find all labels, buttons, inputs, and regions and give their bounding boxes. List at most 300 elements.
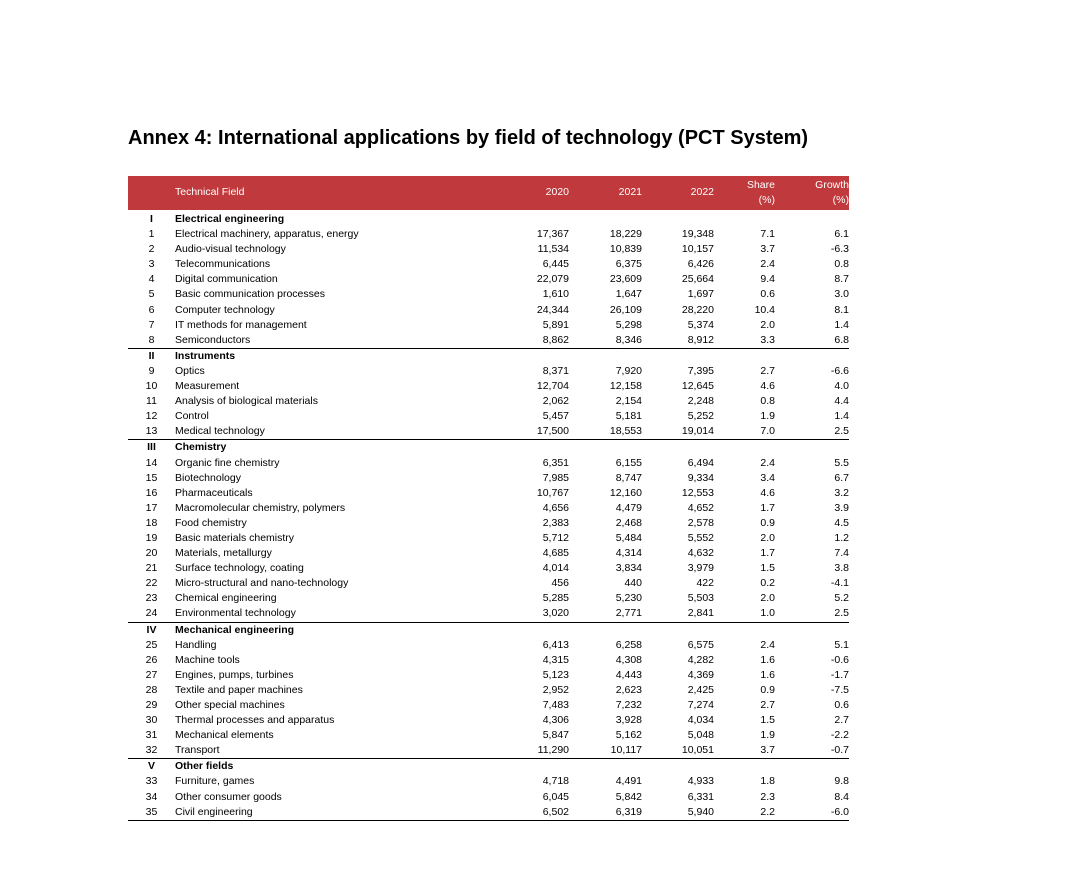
cell-growth: 3.9 bbox=[834, 501, 849, 514]
table-row bbox=[128, 576, 849, 591]
cell-share: 0.2 bbox=[760, 577, 775, 590]
section-header-row bbox=[128, 210, 849, 227]
table-row bbox=[128, 774, 849, 789]
row-number: 25 bbox=[145, 638, 158, 651]
cell-share: 2.4 bbox=[760, 456, 775, 469]
cell-y2020: 24,344 bbox=[536, 303, 569, 316]
row-number: 27 bbox=[145, 668, 158, 681]
cell-y2021: 23,609 bbox=[609, 273, 642, 286]
cell-y2022: 12,553 bbox=[681, 486, 714, 499]
cell-y2020: 2,952 bbox=[542, 683, 569, 696]
page-title: Annex 4: International applications by field of technology (PCT System) bbox=[128, 127, 809, 149]
row-number: 9 bbox=[148, 364, 155, 377]
row-field-name: Organic fine chemistry bbox=[175, 456, 280, 469]
row-number: 28 bbox=[145, 683, 158, 696]
table-row bbox=[128, 546, 849, 561]
header-2020: 2020 bbox=[545, 186, 569, 199]
table-row bbox=[128, 561, 849, 576]
table-row bbox=[128, 471, 849, 486]
section-numeral: I bbox=[150, 213, 153, 225]
cell-growth: 1.4 bbox=[834, 318, 849, 331]
cell-y2022: 10,157 bbox=[681, 243, 714, 256]
section-header-row bbox=[128, 759, 849, 775]
row-field-name: IT methods for management bbox=[175, 318, 307, 331]
table-row bbox=[128, 501, 849, 516]
table-row bbox=[128, 227, 849, 242]
cell-y2022: 422 bbox=[696, 577, 714, 590]
cell-share: 0.9 bbox=[760, 516, 775, 529]
cell-growth: 8.7 bbox=[834, 273, 849, 286]
cell-y2021: 440 bbox=[624, 577, 642, 590]
cell-y2020: 6,045 bbox=[542, 790, 569, 803]
cell-y2022: 6,426 bbox=[687, 258, 714, 271]
cell-growth: 0.8 bbox=[834, 258, 849, 271]
row-field-name: Mechanical elements bbox=[175, 729, 274, 742]
row-number: 35 bbox=[128, 805, 175, 821]
row-field-name: Telecommunications bbox=[175, 258, 271, 271]
cell-y2021: 7,920 bbox=[615, 364, 642, 377]
cell-y2021: 2,771 bbox=[569, 606, 642, 622]
cell-y2022: 4,282 bbox=[687, 653, 714, 666]
row-field-name: Machine tools bbox=[175, 653, 240, 666]
row-number: 32 bbox=[128, 743, 175, 759]
cell-y2022: 7,274 bbox=[687, 699, 714, 711]
cell-y2021: 12,160 bbox=[609, 486, 642, 499]
cell-y2022: 5,374 bbox=[687, 318, 714, 331]
row-number: 14 bbox=[145, 456, 158, 469]
cell-growth: 3.8 bbox=[834, 562, 849, 575]
table-row bbox=[128, 516, 849, 531]
table-body bbox=[128, 210, 849, 820]
cell-growth: -4.1 bbox=[830, 577, 849, 590]
cell-y2021: 5,162 bbox=[615, 729, 642, 742]
cell-y2020: 456 bbox=[551, 577, 569, 590]
cell-share: 1.9 bbox=[760, 729, 775, 742]
table-row bbox=[128, 653, 849, 668]
cell-y2021: 8,747 bbox=[615, 471, 642, 484]
row-field-name: Other special machines bbox=[175, 699, 285, 711]
row-field-name: Analysis of biological materials bbox=[175, 395, 318, 408]
cell-growth: -6.3 bbox=[830, 243, 849, 256]
cell-share: 3.3 bbox=[714, 333, 775, 349]
cell-share: 7.1 bbox=[760, 228, 775, 241]
header-technical-field: Technical Field bbox=[175, 186, 245, 199]
table-row bbox=[128, 409, 849, 424]
row-field-name: Furniture, games bbox=[175, 775, 255, 788]
cell-y2020: 8,862 bbox=[475, 333, 569, 349]
cell-share: 1.0 bbox=[714, 606, 775, 622]
table-row bbox=[128, 486, 849, 501]
cell-growth: -6.6 bbox=[830, 364, 849, 377]
cell-y2020: 5,891 bbox=[542, 318, 569, 331]
row-number: 10 bbox=[145, 380, 158, 393]
cell-share: 2.2 bbox=[714, 805, 775, 821]
table-row bbox=[128, 698, 849, 713]
technology-table bbox=[128, 176, 849, 821]
table-row bbox=[128, 728, 849, 743]
cell-y2021: 3,928 bbox=[615, 714, 642, 727]
section-header-row bbox=[128, 440, 849, 456]
cell-y2020: 4,315 bbox=[542, 653, 569, 666]
row-number: 18 bbox=[145, 516, 158, 529]
table-row bbox=[128, 394, 849, 409]
row-number: 24 bbox=[128, 606, 175, 622]
cell-share: 1.9 bbox=[760, 410, 775, 423]
cell-y2021: 1,647 bbox=[615, 288, 642, 301]
cell-share: 1.7 bbox=[760, 501, 775, 514]
cell-y2021: 6,155 bbox=[615, 456, 642, 469]
cell-growth: -6.0 bbox=[775, 805, 849, 821]
row-number: 30 bbox=[145, 714, 158, 727]
cell-share: 2.0 bbox=[760, 592, 775, 605]
section-name: Electrical engineering bbox=[175, 213, 285, 225]
cell-growth: -1.7 bbox=[830, 668, 849, 681]
header-share: Share (%) bbox=[746, 178, 775, 206]
cell-y2022: 12,645 bbox=[681, 380, 714, 393]
row-number: 3 bbox=[148, 258, 155, 271]
cell-y2020: 7,985 bbox=[542, 471, 569, 484]
cell-y2022: 5,048 bbox=[687, 729, 714, 742]
cell-y2020: 17,367 bbox=[536, 228, 569, 241]
cell-share: 2.4 bbox=[760, 638, 775, 651]
cell-y2021: 18,553 bbox=[569, 424, 642, 440]
row-number: 12 bbox=[145, 410, 158, 423]
cell-y2021: 6,375 bbox=[615, 258, 642, 271]
section-header-row bbox=[128, 348, 849, 364]
cell-y2021: 4,314 bbox=[615, 547, 642, 560]
cell-y2022: 4,632 bbox=[687, 547, 714, 560]
cell-y2021: 12,158 bbox=[609, 380, 642, 393]
cell-y2021: 5,181 bbox=[615, 410, 642, 423]
cell-y2022: 4,652 bbox=[687, 501, 714, 514]
section-name: Mechanical engineering bbox=[175, 623, 295, 636]
cell-growth: 3.0 bbox=[834, 288, 849, 301]
cell-y2020: 5,285 bbox=[542, 592, 569, 605]
cell-y2021: 4,491 bbox=[615, 775, 642, 788]
table-row bbox=[128, 303, 849, 318]
row-number: 13 bbox=[128, 424, 175, 440]
header-growth: Growth (%) bbox=[815, 178, 849, 206]
header-2021: 2021 bbox=[618, 186, 642, 199]
cell-share: 0.9 bbox=[760, 683, 775, 696]
table-row bbox=[128, 424, 849, 440]
cell-share: 0.8 bbox=[760, 395, 775, 408]
cell-share: 1.7 bbox=[760, 547, 775, 560]
cell-y2020: 17,500 bbox=[475, 424, 569, 440]
row-number: 15 bbox=[145, 471, 158, 484]
row-field-name: Engines, pumps, turbines bbox=[175, 668, 294, 681]
cell-y2021: 5,230 bbox=[615, 592, 642, 605]
cell-y2021: 3,834 bbox=[615, 562, 642, 575]
cell-y2021: 6,319 bbox=[569, 805, 642, 821]
header-2022: 2022 bbox=[690, 186, 714, 199]
cell-y2021: 2,154 bbox=[615, 395, 642, 408]
section-header-row bbox=[128, 622, 849, 638]
cell-share: 1.5 bbox=[760, 714, 775, 727]
row-number: 11 bbox=[146, 395, 157, 408]
cell-y2021: 2,468 bbox=[615, 516, 642, 529]
cell-growth: 4.5 bbox=[834, 516, 849, 529]
cell-y2022: 7,395 bbox=[687, 364, 714, 377]
table-row bbox=[128, 805, 849, 821]
row-field-name: Computer technology bbox=[175, 303, 275, 316]
cell-share: 1.5 bbox=[760, 562, 775, 575]
cell-growth: 8.1 bbox=[834, 303, 849, 316]
row-field-name: Measurement bbox=[175, 380, 240, 393]
table-row bbox=[128, 318, 849, 333]
row-field-name: Environmental technology bbox=[175, 606, 475, 622]
cell-y2022: 2,578 bbox=[687, 516, 714, 529]
table-row bbox=[128, 591, 849, 606]
table-row bbox=[128, 379, 849, 394]
cell-y2020: 5,712 bbox=[542, 531, 569, 544]
cell-y2020: 3,020 bbox=[475, 606, 569, 622]
table-row bbox=[128, 333, 849, 349]
cell-growth: 4.0 bbox=[834, 380, 849, 393]
cell-y2022: 9,334 bbox=[687, 471, 714, 484]
section-numeral: III bbox=[147, 441, 156, 454]
cell-y2021: 2,623 bbox=[615, 683, 642, 696]
cell-share: 2.0 bbox=[760, 318, 775, 331]
cell-y2022: 4,034 bbox=[687, 714, 714, 727]
cell-y2020: 11,534 bbox=[537, 243, 569, 256]
cell-y2020: 6,445 bbox=[542, 258, 569, 271]
cell-y2022: 1,697 bbox=[687, 288, 714, 301]
cell-growth: 6.7 bbox=[834, 471, 849, 484]
row-field-name: Digital communication bbox=[175, 273, 278, 286]
cell-y2021: 4,479 bbox=[615, 501, 642, 514]
cell-y2022: 4,369 bbox=[687, 668, 714, 681]
row-number: 26 bbox=[145, 653, 158, 666]
section-name: Instruments bbox=[175, 349, 236, 362]
row-field-name: Optics bbox=[175, 364, 205, 377]
row-number: 34 bbox=[145, 790, 158, 803]
cell-y2022: 28,220 bbox=[681, 303, 714, 316]
cell-share: 3.4 bbox=[760, 471, 775, 484]
cell-share: 2.3 bbox=[760, 790, 775, 803]
section-numeral: II bbox=[148, 349, 155, 362]
cell-growth: 9.8 bbox=[834, 775, 849, 788]
cell-y2020: 4,718 bbox=[542, 775, 569, 788]
cell-share: 10.4 bbox=[754, 303, 775, 316]
row-field-name: Electrical machinery, apparatus, energy bbox=[175, 228, 359, 241]
table-row bbox=[128, 257, 849, 272]
cell-share: 1.6 bbox=[760, 668, 775, 681]
row-number: 23 bbox=[145, 592, 158, 605]
cell-growth: 5.2 bbox=[834, 592, 849, 605]
cell-growth: 0.6 bbox=[834, 699, 849, 711]
table-row bbox=[128, 683, 849, 698]
cell-y2021: 5,842 bbox=[615, 790, 642, 803]
cell-share: 2.7 bbox=[760, 364, 775, 377]
row-field-name: Micro-structural and nano-technology bbox=[175, 577, 349, 590]
table-row bbox=[128, 531, 849, 546]
cell-y2022: 4,933 bbox=[687, 775, 714, 788]
cell-share: 4.6 bbox=[760, 486, 775, 499]
cell-y2022: 25,664 bbox=[681, 273, 714, 286]
cell-y2020: 11,290 bbox=[475, 743, 569, 759]
cell-growth: 2.5 bbox=[775, 606, 849, 622]
cell-y2022: 6,575 bbox=[687, 638, 714, 651]
cell-growth: 5.5 bbox=[834, 456, 849, 469]
cell-y2021: 10,839 bbox=[609, 243, 642, 256]
table-row bbox=[128, 606, 849, 622]
cell-y2020: 7,483 bbox=[542, 699, 569, 711]
cell-growth: 1.4 bbox=[834, 410, 849, 423]
cell-y2022: 5,503 bbox=[687, 592, 714, 605]
table-row bbox=[128, 287, 849, 302]
cell-y2020: 8,371 bbox=[542, 364, 569, 377]
cell-y2020: 6,351 bbox=[542, 456, 569, 469]
cell-growth: 3.2 bbox=[834, 486, 849, 499]
cell-y2022: 19,014 bbox=[642, 424, 714, 440]
cell-share: 0.6 bbox=[760, 288, 775, 301]
cell-y2020: 4,685 bbox=[542, 547, 569, 560]
row-field-name: Control bbox=[175, 410, 209, 423]
row-field-name: Chemical engineering bbox=[175, 592, 277, 605]
table-row bbox=[128, 242, 849, 257]
row-field-name: Food chemistry bbox=[175, 516, 247, 529]
cell-y2020: 6,413 bbox=[542, 638, 569, 651]
table-row bbox=[128, 272, 849, 287]
row-field-name: Basic communication processes bbox=[175, 288, 325, 301]
table-row bbox=[128, 668, 849, 683]
row-number: 22 bbox=[145, 577, 158, 590]
header-number bbox=[128, 176, 175, 210]
cell-y2022: 5,940 bbox=[642, 805, 714, 821]
row-number: 16 bbox=[145, 486, 158, 499]
cell-y2020: 10,767 bbox=[536, 486, 569, 499]
row-field-name: Thermal processes and apparatus bbox=[175, 714, 335, 727]
cell-share: 9.4 bbox=[760, 273, 775, 286]
table-row bbox=[128, 638, 849, 653]
cell-y2022: 6,494 bbox=[687, 456, 714, 469]
row-field-name: Pharmaceuticals bbox=[175, 486, 253, 499]
cell-share: 2.0 bbox=[760, 531, 775, 544]
cell-growth: 7.4 bbox=[834, 547, 849, 560]
cell-y2022: 2,248 bbox=[687, 395, 714, 408]
cell-y2020: 5,123 bbox=[542, 668, 569, 681]
cell-y2020: 4,656 bbox=[542, 501, 569, 514]
cell-y2020: 4,306 bbox=[542, 714, 569, 727]
section-name: Other fields bbox=[175, 760, 234, 773]
table-row bbox=[128, 743, 849, 759]
row-field-name: Surface technology, coating bbox=[175, 562, 304, 575]
cell-growth: 2.7 bbox=[834, 714, 849, 727]
row-number: 31 bbox=[145, 729, 158, 742]
row-field-name: Biotechnology bbox=[175, 471, 241, 484]
cell-growth: 6.8 bbox=[775, 333, 849, 349]
section-name: Chemistry bbox=[175, 441, 227, 454]
cell-growth: 2.5 bbox=[775, 424, 849, 440]
header-row bbox=[128, 176, 849, 210]
row-field-name: Civil engineering bbox=[175, 805, 475, 821]
cell-y2020: 5,847 bbox=[542, 729, 569, 742]
cell-share: 2.4 bbox=[760, 258, 775, 271]
cell-y2020: 5,457 bbox=[542, 410, 569, 423]
cell-y2022: 8,912 bbox=[642, 333, 714, 349]
row-field-name: Semiconductors bbox=[175, 333, 475, 349]
row-number: 20 bbox=[145, 547, 158, 560]
cell-y2022: 5,552 bbox=[687, 531, 714, 544]
row-number: 33 bbox=[145, 775, 158, 788]
section-numeral: V bbox=[147, 760, 155, 773]
cell-y2022: 2,841 bbox=[642, 606, 714, 622]
table-row bbox=[128, 713, 849, 728]
cell-y2021: 6,258 bbox=[615, 638, 642, 651]
row-number: 1 bbox=[148, 228, 155, 241]
row-number: 6 bbox=[148, 303, 155, 316]
cell-growth: -0.7 bbox=[775, 743, 849, 759]
cell-y2021: 5,484 bbox=[615, 531, 642, 544]
cell-y2022: 2,425 bbox=[687, 683, 714, 696]
row-number: 7 bbox=[148, 318, 155, 331]
table-row bbox=[128, 456, 849, 471]
row-number: 8 bbox=[128, 333, 175, 349]
row-field-name: Handling bbox=[175, 638, 217, 651]
section-numeral: IV bbox=[146, 623, 157, 636]
cell-y2020: 1,610 bbox=[542, 288, 569, 301]
row-field-name: Macromolecular chemistry, polymers bbox=[175, 501, 346, 514]
cell-y2021: 4,308 bbox=[615, 653, 642, 666]
cell-share: 1.6 bbox=[760, 653, 775, 666]
cell-y2020: 6,502 bbox=[475, 805, 569, 821]
row-field-name: Medical technology bbox=[175, 424, 475, 440]
cell-share: 2.7 bbox=[760, 699, 775, 711]
cell-y2022: 5,252 bbox=[687, 410, 714, 423]
cell-growth: 5.1 bbox=[834, 638, 849, 651]
row-field-name: Transport bbox=[175, 743, 475, 759]
cell-y2020: 4,014 bbox=[542, 562, 569, 575]
cell-y2021: 26,109 bbox=[609, 303, 642, 316]
row-number: 2 bbox=[148, 243, 155, 256]
cell-growth: -2.2 bbox=[830, 729, 849, 742]
cell-growth: -0.6 bbox=[830, 653, 849, 666]
row-field-name: Textile and paper machines bbox=[175, 683, 303, 696]
row-field-name: Materials, metallurgy bbox=[175, 547, 272, 560]
cell-y2022: 3,979 bbox=[687, 562, 714, 575]
cell-y2021: 8,346 bbox=[569, 333, 642, 349]
row-number: 21 bbox=[145, 562, 158, 575]
row-number: 19 bbox=[145, 531, 158, 544]
cell-y2022: 10,051 bbox=[642, 743, 714, 759]
row-number: 29 bbox=[145, 699, 158, 711]
cell-y2020: 2,383 bbox=[542, 516, 569, 529]
row-number: 5 bbox=[148, 288, 155, 301]
cell-y2021: 10,117 bbox=[569, 743, 642, 759]
cell-growth: 8.4 bbox=[834, 790, 849, 803]
row-field-name: Audio-visual technology bbox=[175, 243, 286, 256]
cell-share: 3.7 bbox=[760, 243, 775, 256]
cell-growth: 6.1 bbox=[834, 228, 849, 241]
cell-share: 4.6 bbox=[760, 380, 775, 393]
cell-y2021: 5,298 bbox=[615, 318, 642, 331]
cell-growth: 1.2 bbox=[834, 531, 849, 544]
cell-growth: -7.5 bbox=[830, 683, 849, 696]
cell-growth: 4.4 bbox=[834, 395, 849, 408]
row-number: 4 bbox=[148, 273, 155, 286]
row-field-name: Basic materials chemistry bbox=[175, 531, 295, 544]
table-row bbox=[128, 364, 849, 379]
cell-y2021: 7,232 bbox=[615, 699, 642, 711]
cell-y2022: 19,348 bbox=[681, 228, 714, 241]
cell-y2022: 6,331 bbox=[687, 790, 714, 803]
cell-y2020: 2,062 bbox=[542, 395, 569, 408]
cell-y2021: 4,443 bbox=[615, 668, 642, 681]
cell-share: 3.7 bbox=[714, 743, 775, 759]
cell-share: 7.0 bbox=[714, 424, 775, 440]
cell-y2021: 18,229 bbox=[609, 228, 642, 241]
